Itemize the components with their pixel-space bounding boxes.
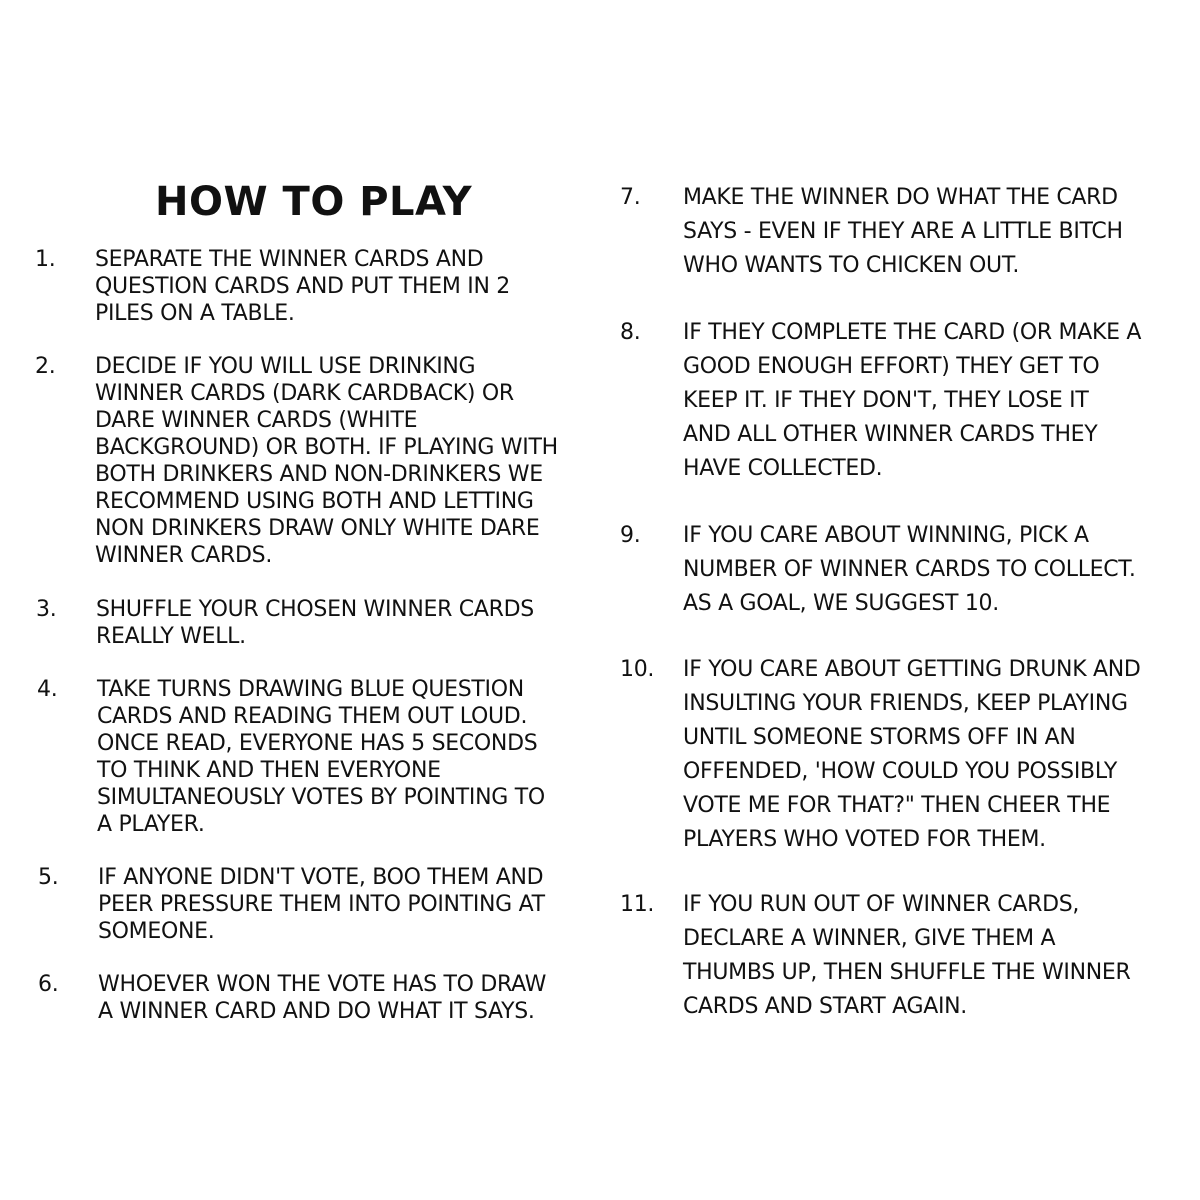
step-text: DECIDE IF YOU WILL USE DRINKING WINNER CARDS (DARK CARDBACK) OR DARE WINNER CARDS (WHITE BACKGROUND) OR BOTH. IF PLAYING WITH BOTH DRINKERS AND NON-DRINKERS WE RECOMMEND USING BOTH AND LETTING NON DRINKERS DRAW ONLY WHITE DARE WINNER CARDS. [95, 354, 558, 568]
step-number: 8. [620, 320, 641, 345]
step-number: 11. [620, 892, 655, 917]
step-text: WHOEVER WON THE VOTE HAS TO DRAW A WINNER CARD AND DO WHAT IT SAYS. [98, 972, 547, 1024]
step-number: 5. [38, 865, 59, 890]
step-number: 7. [620, 185, 641, 210]
step-number: 10. [620, 657, 655, 682]
step-number: 1. [35, 247, 56, 272]
step-text: IF YOU RUN OUT OF WINNER CARDS, DECLARE A WINNER, GIVE THEM A THUMBS UP, THEN SHUFFLE THE WINNER CARDS AND START AGAIN. [683, 892, 1131, 1019]
step-text: TAKE TURNS DRAWING BLUE QUESTION CARDS AND READING THEM OUT LOUD. ONCE READ, EVERYONE HAS 5 SECONDS TO THINK AND THEN EVERYONE SIMULTANEOUSLY VOTES BY POINTING TO A PLAYER. [97, 677, 545, 837]
page-title: HOW TO PLAY [155, 179, 473, 225]
step-text: MAKE THE WINNER DO WHAT THE CARD SAYS - EVEN IF THEY ARE A LITTLE BITCH WHO WANTS TO CHICKEN OUT. [683, 185, 1123, 278]
step-text: IF THEY COMPLETE THE CARD (OR MAKE A GOOD ENOUGH EFFORT) THEY GET TO KEEP IT. IF THEY DON'T, THEY LOSE IT AND ALL OTHER WINNER CARDS THEY HAVE COLLECTED. [683, 320, 1142, 481]
step-text: SHUFFLE YOUR CHOSEN WINNER CARDS REALLY WELL. [96, 597, 534, 649]
step-number: 9. [620, 523, 641, 548]
step-number: 2. [35, 354, 56, 379]
step-text: IF YOU CARE ABOUT GETTING DRUNK AND INSULTING YOUR FRIENDS, KEEP PLAYING UNTIL SOMEONE STORMS OFF IN AN OFFENDED, 'HOW COULD YOU POSSIBLY VOTE ME FOR THAT?" THEN CHEER THE PLAYERS WHO VOTED FOR THEM. [683, 657, 1141, 852]
step-number: 3. [36, 597, 57, 622]
step-text: IF YOU CARE ABOUT WINNING, PICK A NUMBER OF WINNER CARDS TO COLLECT. AS A GOAL, WE SUGGEST 10. [683, 523, 1136, 616]
step-number: 4. [37, 677, 58, 702]
step-number: 6. [38, 972, 59, 997]
step-text: IF ANYONE DIDN'T VOTE, BOO THEM AND PEER PRESSURE THEM INTO POINTING AT SOMEONE. [98, 865, 545, 944]
step-text: SEPARATE THE WINNER CARDS AND QUESTION CARDS AND PUT THEM IN 2 PILES ON A TABLE. [95, 247, 511, 326]
